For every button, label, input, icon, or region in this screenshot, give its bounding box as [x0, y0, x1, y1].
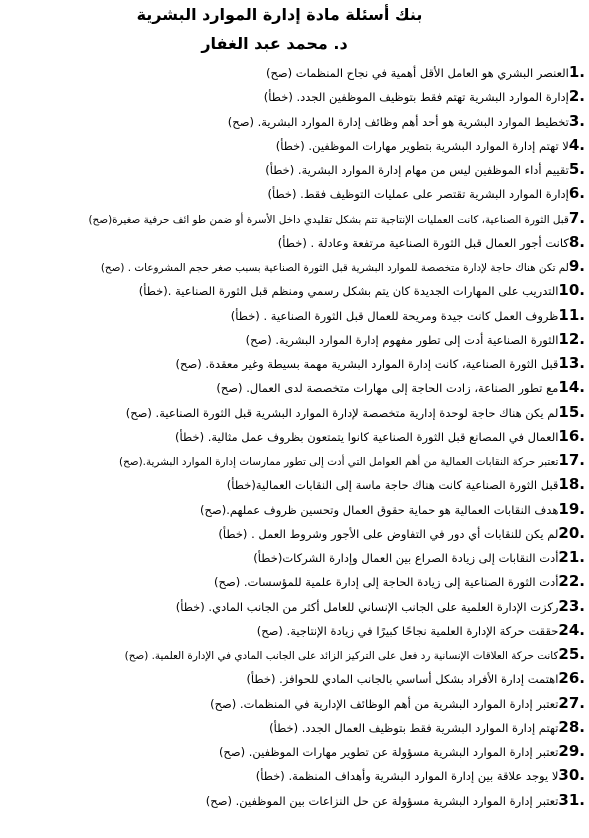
question-text: إدارة الموارد البشرية تهتم فقط بتوظيف الموظفين الجدد. (خطأ)	[263, 90, 569, 105]
question-text: الثورة الصناعية أدت إلى تطور مفهوم إدارة الموارد البشرية. (صح)	[245, 332, 559, 347]
question-text: لم تكن هناك حاجة لإدارة متخصصة للموارد البشرية قبل الثورة الصناعية بسبب صغر حجم المشروعات . (صح)	[100, 262, 569, 274]
question-number: 31.	[558, 790, 585, 809]
question-number: 29.	[558, 742, 585, 760]
question-number: 13.	[558, 354, 585, 372]
question-item	[3, 472, 585, 496]
question-text: تخطيط الموارد البشرية هو أحد أهم وظائف إدارة الموارد البشرية. (صح)	[227, 114, 569, 129]
question-text: تعتبر إدارة الموارد البشرية مسؤولة عن تطوير مهارات الموظفين. (صح)	[218, 745, 559, 759]
question-text: قبل الثورة الصناعية، كانت إدارة الموارد البشرية مهمة بسيطة وغير معقدة. (صح)	[175, 357, 559, 371]
question-item	[3, 739, 585, 763]
question-text: حققت حركة الإدارة العلمية نجاحًا كبيرًا في زيادة الإنتاجية. (صح)	[256, 623, 559, 638]
question-item	[3, 788, 585, 812]
question-text: العنصر البشري هو العامل الأقل أهمية في نجاح المنظمات (صح)	[265, 66, 569, 80]
question-number: 24.	[558, 620, 585, 639]
question-item	[3, 254, 585, 278]
question-text: أدت النقابات إلى زيادة الصراع بين العمال وإدارة الشركات(خطأ)	[253, 551, 559, 565]
question-item	[3, 278, 585, 302]
question-text: قبل الثورة الصناعية، كانت العمليات الإنتاجية تتم بشكل تقليدي داخل الأسرة أو ضمن طو ائف حرفية صغيرة(صح)	[88, 213, 569, 226]
question-item	[3, 691, 585, 715]
question-item	[3, 60, 585, 84]
question-number: 11.	[558, 305, 585, 324]
question-item	[3, 303, 585, 327]
question-item	[3, 400, 585, 424]
question-number: 1.	[568, 63, 585, 81]
question-text: تقييم أداء الموظفين ليس من مهام إدارة الموارد البشرية. (خطأ)	[265, 163, 569, 177]
question-text: لا يوجد علاقة بين إدارة الموارد البشرية وأهداف المنظمة. (خطأ)	[255, 769, 559, 784]
question-number: 3.	[568, 111, 585, 130]
question-number: 20.	[558, 523, 585, 542]
question-text: اهتمت إدارة الأفراد بشكل أساسي بالجانب المادي للحوافز. (خطأ)	[246, 672, 559, 687]
question-item	[3, 133, 585, 157]
question-number: 2.	[568, 87, 585, 106]
question-item	[3, 521, 585, 545]
question-item	[3, 181, 585, 205]
question-text: لم يكن هناك حاجة لوحدة إدارية متخصصة لإدارة الموارد البشرية قبل الثورة الصناعية. (صح)	[125, 405, 559, 420]
question-text: هدف النقابات العمالية هو حماية حقوق العمال وتحسين ظروف عملهم.(صح)	[200, 502, 559, 517]
question-text: قبل الثورة الصناعية كانت هناك حاجة ماسة إلى النقابات العمالية(خطأ)	[226, 478, 559, 493]
question-item	[3, 618, 585, 642]
question-text: التدريب على المهارات الجديدة كان يتم بشكل رسمي ومنظم قبل الثورة الصناعية .(خطأ)	[138, 284, 559, 299]
question-item	[3, 375, 585, 399]
question-number: 9.	[568, 257, 585, 275]
question-item	[3, 497, 585, 521]
question-number: 6.	[568, 184, 585, 203]
question-item	[3, 448, 585, 472]
question-number: 14.	[558, 378, 585, 397]
question-item	[3, 642, 585, 666]
question-number: 19.	[558, 499, 585, 518]
question-number: 21.	[558, 548, 585, 566]
question-item	[3, 763, 585, 787]
question-item	[3, 327, 585, 351]
author-name: د. محمد عبد الغفار	[201, 34, 348, 53]
question-number: 15.	[558, 402, 585, 421]
question-number: 8.	[568, 232, 585, 251]
question-number: 10.	[558, 281, 585, 300]
question-number: 12.	[558, 329, 585, 348]
question-number: 28.	[558, 717, 585, 736]
question-text: تعتبر إدارة الموارد البشرية مسؤولة عن حل النزاعات بين الموظفين. (صح)	[205, 793, 559, 808]
question-item	[3, 157, 585, 181]
question-item	[3, 594, 585, 618]
question-number: 30.	[558, 766, 585, 785]
question-item	[3, 424, 585, 448]
question-text: العمال في المصانع قبل الثورة الصناعية كانوا يتمتعون بظروف عمل مثالية. (خطأ)	[175, 429, 559, 444]
page-title: بنك أسئلة مادة إدارة الموارد البشرية	[136, 5, 423, 24]
question-text: لا تهتم إدارة الموارد البشرية بتطوير مهارات الموظفين. (خطأ)	[275, 138, 569, 153]
question-number: 4.	[568, 135, 585, 154]
question-number: 26.	[558, 669, 585, 688]
question-item	[3, 715, 585, 739]
question-item	[3, 84, 585, 108]
question-number: 5.	[568, 160, 585, 178]
question-list	[3, 60, 585, 812]
question-item	[3, 206, 585, 230]
question-item	[3, 109, 585, 133]
question-number: 22.	[558, 572, 585, 591]
question-item	[3, 230, 585, 254]
question-item	[3, 666, 585, 690]
question-number: 25.	[558, 645, 585, 663]
question-text: تعتبر إدارة الموارد البشرية من أهم الوظائف الإدارية في المنظمات. (صح)	[210, 696, 559, 711]
question-text: ظروف العمل كانت جيدة ومريحة للعمال قبل الثورة الصناعية . (خطأ)	[230, 308, 559, 323]
question-number: 17.	[558, 451, 585, 469]
question-text: إدارة الموارد البشرية تقتصر على عمليات التوظيف فقط. (خطأ)	[267, 187, 569, 202]
question-text: تعتبر حركة النقابات العمالية من أهم العوامل التي أدت إلى تطور ممارسات إدارة الموارد البشرية.(صح)	[119, 456, 559, 468]
question-item	[3, 351, 585, 375]
question-number: 18.	[558, 475, 585, 494]
question-text: كانت حركة العلاقات الإنسانية رد فعل على التركيز الزائد على الجانب المادي في الإدارة العلمية. (صح)	[124, 650, 559, 662]
question-number: 23.	[558, 596, 585, 615]
question-text: ركزت الإدارة العلمية على الجانب الإنساني للعامل أكثر من الجانب المادي. (خطأ)	[175, 599, 559, 614]
question-text: تهتم إدارة الموارد البشرية فقط بتوظيف العمال الجدد. (خطأ)	[269, 720, 559, 735]
question-text: أدت الثورة الصناعية إلى زيادة الحاجة إلى إدارة علمية للمؤسسات. (صح)	[214, 575, 559, 590]
question-text: مع تطور الصناعة، زادت الحاجة إلى مهارات متخصصة لدى العمال. (صح)	[216, 381, 559, 396]
question-text: كانت أجور العمال قبل الثورة الصناعية مرتفعة وعادلة . (خطأ)	[277, 235, 569, 250]
question-text: لم يكن للنقابات أي دور في التفاوض على الأجور وشروط العمل . (خطأ)	[218, 526, 559, 541]
question-number: 7.	[568, 208, 585, 227]
question-item	[3, 569, 585, 593]
question-number: 16.	[558, 426, 585, 445]
question-item	[3, 545, 585, 569]
question-number: 27.	[558, 693, 585, 712]
